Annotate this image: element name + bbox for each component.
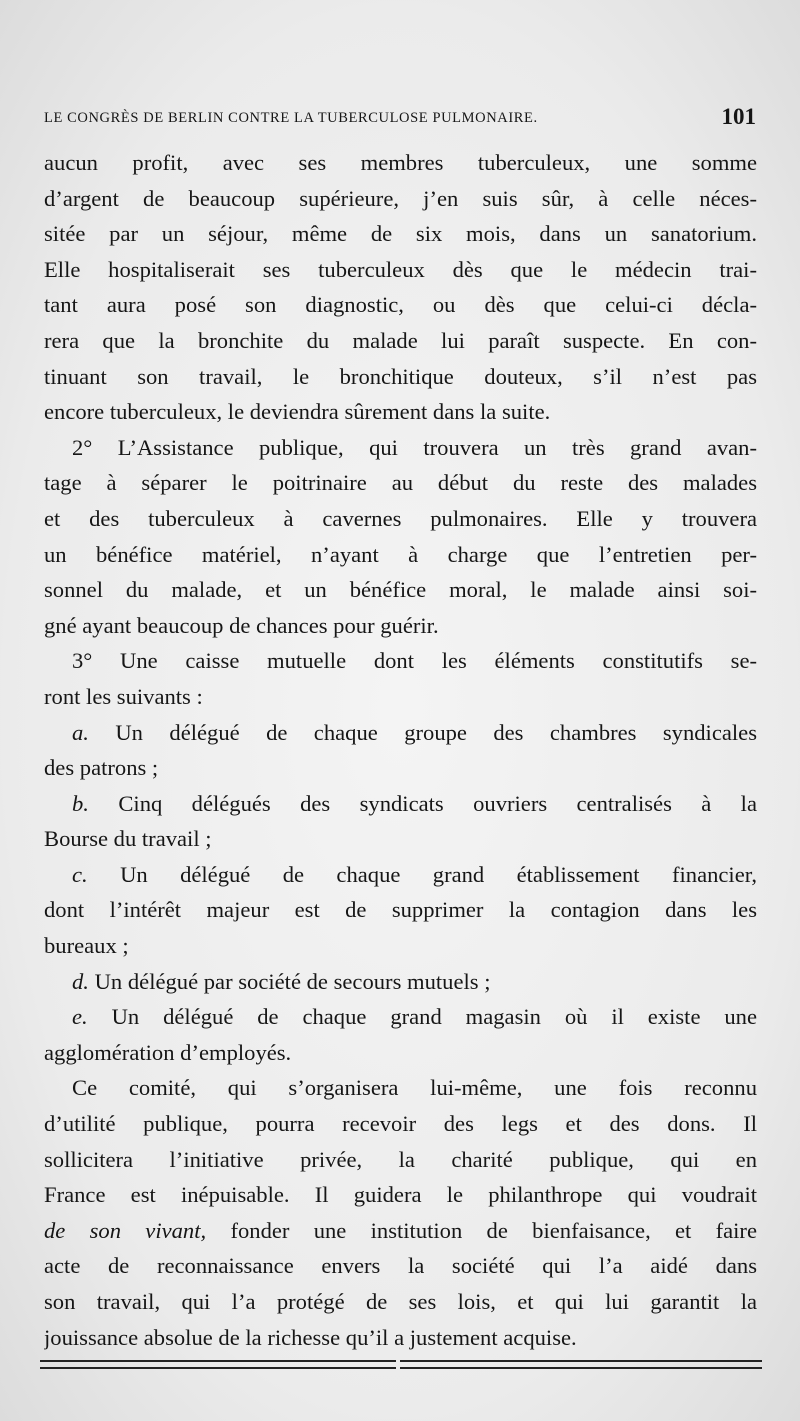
- text-segment: acte de reconnaissance envers la société qui l’a aidé dans: [44, 1253, 757, 1279]
- text-line: [44, 1070, 757, 1106]
- text-segment: Ce comité, qui s’organisera lui-même, une fois reconnu: [72, 1075, 757, 1101]
- text-line: [44, 786, 757, 822]
- text-line: [44, 1177, 757, 1213]
- text-line: [44, 1142, 757, 1178]
- text-line: [44, 1248, 757, 1284]
- text-line: [44, 359, 757, 395]
- text-segment: sollicitera l’initiative privée, la charité publique, qui en: [44, 1146, 757, 1172]
- text-line: [44, 465, 757, 501]
- text-line: [44, 181, 757, 217]
- text-segment: 3° Une caisse mutuelle dont les éléments constitutifs se-: [72, 648, 757, 674]
- text-segment: son travail, qui l’a protégé de ses lois, et qui lui garantit la: [44, 1289, 757, 1314]
- text-line: [44, 252, 757, 288]
- text-segment: rera que la bronchite du malade lui paraît suspecte. En con-: [44, 327, 757, 353]
- text-segment: bureaux ;: [44, 933, 129, 959]
- rule-right: [400, 1360, 762, 1369]
- text-line: [44, 1106, 757, 1142]
- italic-text: de son vivant,: [44, 1217, 207, 1243]
- text-segment: tinuant son travail, le bronchitique douteux, s’il n’est pas: [44, 363, 757, 389]
- text-line: [44, 287, 757, 323]
- text-line: [44, 145, 757, 181]
- text-segment: Un délégué de chaque grand établissement financier,: [87, 861, 757, 887]
- text-segment: Un délégué de chaque grand magasin où il existe une: [87, 1004, 757, 1030]
- text-segment: sitée par un séjour, même de six mois, dans un sanatorium.: [44, 221, 757, 247]
- italic-text: d.: [72, 968, 89, 994]
- italic-text: e.: [72, 1004, 88, 1030]
- text-segment: Bourse du travail ;: [44, 826, 212, 852]
- text-line: [44, 1035, 757, 1071]
- text-line: [44, 750, 757, 786]
- page-header: [44, 104, 756, 134]
- rule-left: [40, 1360, 396, 1369]
- text-line: [44, 537, 757, 573]
- text-line: [44, 715, 757, 751]
- text-segment: d’utilité publique, pourra recevoir des legs et des dons. Il: [44, 1111, 757, 1137]
- italic-text: a.: [72, 719, 89, 745]
- text-line: [44, 821, 757, 857]
- text-line: [44, 999, 757, 1035]
- text-segment: Elle hospitaliserait ses tuberculeux dès que le médecin trai-: [44, 256, 757, 282]
- italic-text: c.: [72, 861, 88, 887]
- text-line: [44, 1320, 757, 1356]
- text-line: [44, 608, 757, 644]
- text-segment: Un délégué de chaque groupe des chambres syndicales: [88, 719, 757, 745]
- text-line: [44, 643, 757, 679]
- text-line: [44, 1213, 757, 1249]
- page-number: 101: [721, 104, 756, 129]
- text-segment: Un délégué par société de secours mutuels ;: [88, 968, 491, 994]
- italic-text: b.: [72, 790, 89, 816]
- text-segment: 2° L’Assistance publique, qui trouvera un très grand avan-: [72, 434, 757, 460]
- body-text: [44, 145, 757, 1355]
- text-segment: tant aura posé son diagnostic, ou dès que celui-ci décla-: [44, 292, 757, 318]
- text-segment: un bénéfice matériel, n’ayant à charge que l’entretien per-: [44, 541, 757, 567]
- text-segment: d’argent de beaucoup supérieure, j’en suis sûr, à celle néces-: [44, 185, 757, 211]
- text-line: [44, 1284, 757, 1320]
- text-line: [44, 572, 757, 608]
- text-segment: et des tuberculeux à cavernes pulmonaires. Elle y trouvera: [44, 505, 757, 531]
- text-line: [44, 928, 757, 964]
- text-segment: jouissance absolue de la richesse qu’il a justement acquise.: [44, 1324, 577, 1350]
- text-segment: tage à séparer le poitrinaire au début du reste des malades: [44, 470, 757, 496]
- text-segment: sonnel du malade, et un bénéfice moral, le malade ainsi soi-: [44, 577, 757, 603]
- text-line: [44, 679, 757, 715]
- text-segment: agglomération d’employés.: [44, 1039, 292, 1065]
- text-segment: ront les suivants :: [44, 683, 203, 709]
- text-line: [44, 964, 757, 1000]
- text-segment: aucun profit, avec ses membres tuberculeux, une somme: [44, 150, 757, 175]
- text-segment: Cinq délégués des syndicats ouvriers centralisés à la: [88, 790, 757, 816]
- text-line: [44, 323, 757, 359]
- text-line: [44, 430, 757, 466]
- text-segment: dont l’intérêt majeur est de supprimer la contagion dans les: [44, 897, 757, 923]
- text-line: [44, 394, 757, 430]
- text-line: [44, 216, 757, 252]
- text-segment: des patrons ;: [44, 755, 159, 781]
- text-segment: France est inépuisable. Il guidera le philanthrope qui voudrait: [44, 1182, 757, 1208]
- text-line: [44, 857, 757, 893]
- text-line: [44, 892, 757, 928]
- text-segment: gné ayant beaucoup de chances pour guérir.: [44, 612, 439, 638]
- running-title: LE CONGRÈS DE BERLIN CONTRE LA TUBERCULOSE PULMONAIRE.: [44, 110, 538, 126]
- text-line: [44, 501, 757, 537]
- text-segment: encore tuberculeux, le deviendra sûrement dans la suite.: [44, 399, 551, 425]
- text-segment: fonder une institution de bienfaisance, et faire: [206, 1217, 757, 1243]
